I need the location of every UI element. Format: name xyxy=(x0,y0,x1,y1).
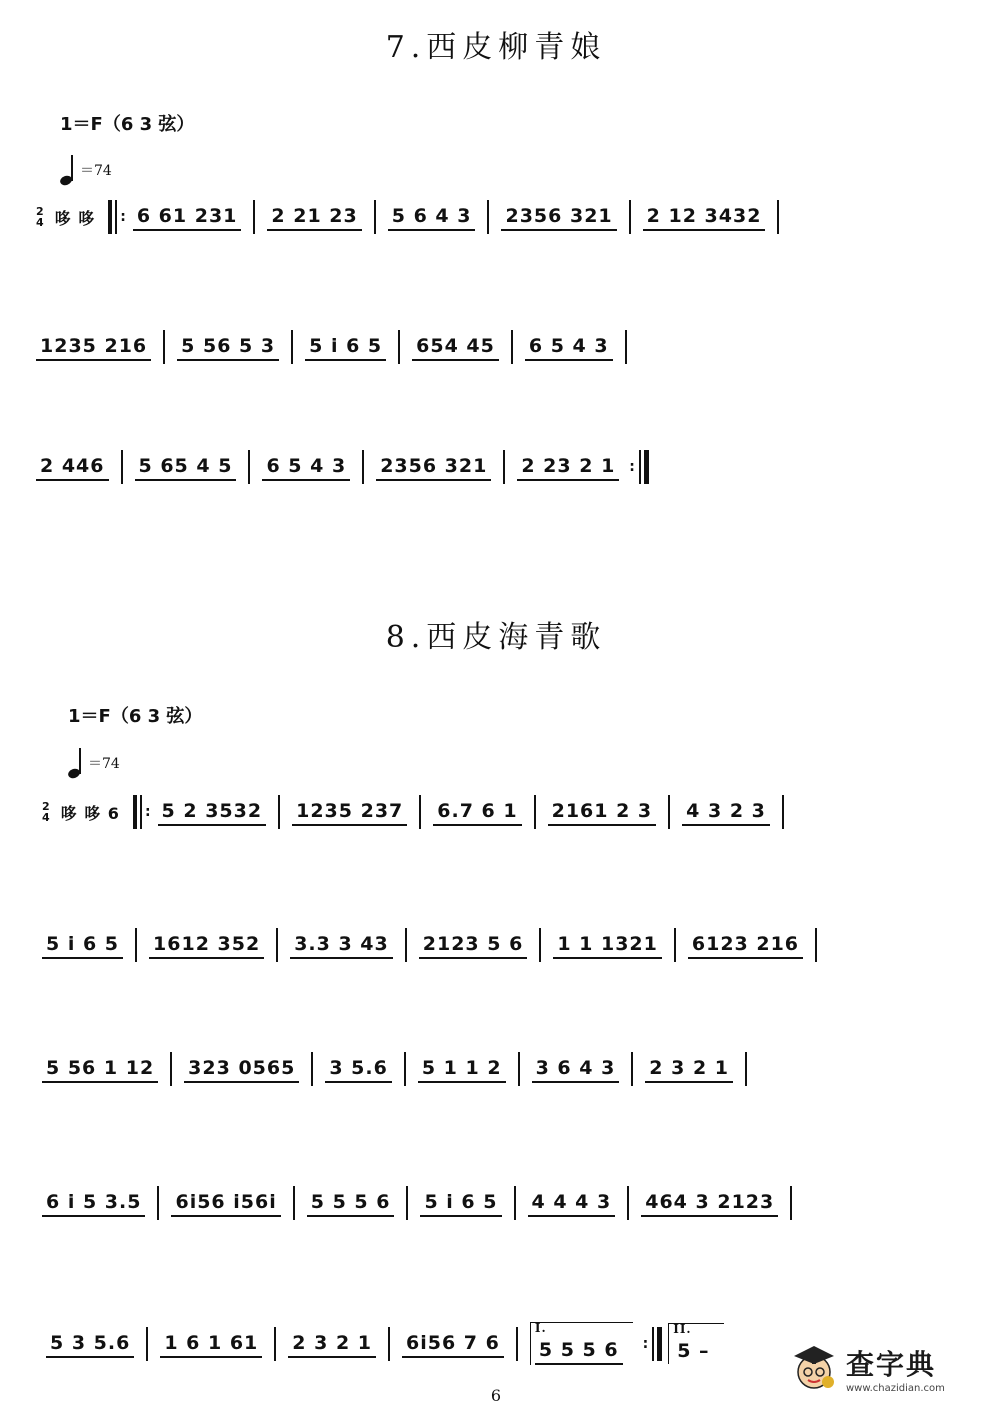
measure: 6.7 6 1 xyxy=(433,800,521,826)
staff-line xyxy=(42,795,796,829)
measure: 2123 5 6 xyxy=(419,933,528,959)
measure: 6 i 5 3.5 xyxy=(42,1191,145,1217)
measure: 5 1 1 2 xyxy=(418,1057,506,1083)
measure: 2 23 2 1 xyxy=(517,455,619,481)
barline xyxy=(388,1327,390,1361)
repeat-end-sign: : xyxy=(643,1327,663,1361)
barline xyxy=(511,330,513,364)
mascot-logo-icon xyxy=(788,1342,840,1394)
measure: 2161 2 3 xyxy=(548,800,657,826)
barline xyxy=(146,1327,148,1361)
watermark-title: 查字典 xyxy=(846,1347,937,1381)
measure: 323 0565 xyxy=(184,1057,299,1083)
pickup-words: 哆 哆 xyxy=(54,208,96,228)
quarter-note-icon xyxy=(60,155,74,185)
tempo-marking xyxy=(68,748,120,778)
second-ending: II. 5 – xyxy=(668,1323,723,1364)
piece-title: 8.西皮海青歌 xyxy=(385,620,607,655)
time-signature: 2 4 xyxy=(36,205,45,229)
barline xyxy=(627,1186,629,1220)
barline xyxy=(276,928,278,962)
measure: 1235 237 xyxy=(292,800,407,826)
measure: 2 12 3432 xyxy=(643,205,766,231)
measure: 5 i 6 5 xyxy=(42,933,123,959)
barline xyxy=(629,200,631,234)
measure: 2356 321 xyxy=(376,455,491,481)
measure: 2356 321 xyxy=(501,205,616,231)
tempo-marking xyxy=(60,155,112,185)
first-ending: I. 5 5 5 6 xyxy=(530,1322,633,1365)
piece-title: 7.西皮柳青娘 xyxy=(385,30,607,65)
barline xyxy=(516,1327,518,1361)
barline xyxy=(291,330,293,364)
measure: 4 3 2 3 xyxy=(682,800,770,826)
watermark-url: www.chazidian.com xyxy=(846,1382,945,1394)
key-signature: 1＝F（6 3 弦） xyxy=(68,706,203,727)
tempo-value: ＝74 xyxy=(88,756,120,772)
measure: 654 45 xyxy=(412,335,499,361)
line-prefix xyxy=(42,801,120,824)
measure: 5 6 4 3 xyxy=(388,205,476,231)
measure: 5 3 5.6 xyxy=(46,1332,134,1358)
barline xyxy=(253,200,255,234)
measure: 6 5 4 3 xyxy=(262,455,350,481)
barline xyxy=(777,200,779,234)
measure: 464 3 2123 xyxy=(641,1191,778,1217)
measure: 6i56 i56i xyxy=(171,1191,280,1217)
measure: 3.3 3 43 xyxy=(290,933,393,959)
measure: 5 i 6 5 xyxy=(420,1191,501,1217)
measure: 5 56 1 12 xyxy=(42,1057,158,1083)
measure: 5 2 3532 xyxy=(158,800,267,826)
barline xyxy=(503,450,505,484)
barline xyxy=(631,1052,633,1086)
measure: 1235 216 xyxy=(36,335,151,361)
barline xyxy=(745,1052,747,1086)
measure: 5 5 5 6 xyxy=(307,1191,395,1217)
barline xyxy=(398,330,400,364)
key-signature: 1＝F（6 3 弦） xyxy=(60,114,195,135)
quarter-note-icon xyxy=(68,748,82,778)
watermark xyxy=(788,1336,984,1400)
measure: 1 1 1321 xyxy=(553,933,662,959)
repeat-start-sign: : xyxy=(105,200,127,234)
barline xyxy=(121,450,123,484)
measure: 4 4 4 3 xyxy=(528,1191,616,1217)
barline xyxy=(374,200,376,234)
barline xyxy=(406,1186,408,1220)
barline xyxy=(135,928,137,962)
barline xyxy=(539,928,541,962)
barline xyxy=(674,928,676,962)
barline xyxy=(362,450,364,484)
staff-line xyxy=(36,200,791,234)
staff-line xyxy=(42,1186,804,1220)
measure: 6 61 231 xyxy=(133,205,242,231)
measure: 5 5 5 6 xyxy=(535,1339,623,1365)
barline xyxy=(404,1052,406,1086)
staff-line xyxy=(36,450,649,484)
staff-line xyxy=(42,928,829,962)
barline xyxy=(815,928,817,962)
barline xyxy=(311,1052,313,1086)
barline xyxy=(487,200,489,234)
tempo-value: ＝74 xyxy=(80,163,112,179)
measure: 2 3 2 1 xyxy=(288,1332,376,1358)
barline xyxy=(274,1327,276,1361)
measure: 6 5 4 3 xyxy=(525,335,613,361)
barline xyxy=(157,1186,159,1220)
measure: 5 i 6 5 xyxy=(305,335,386,361)
barline xyxy=(170,1052,172,1086)
measure: 2 21 23 xyxy=(267,205,361,231)
barline xyxy=(405,928,407,962)
barline xyxy=(625,330,627,364)
measure: 1612 352 xyxy=(149,933,264,959)
measure: 5 65 4 5 xyxy=(135,455,237,481)
barline xyxy=(782,795,784,829)
measure: 3 6 4 3 xyxy=(532,1057,620,1083)
measure: 3 5.6 xyxy=(325,1057,392,1083)
measure: 1 6 1 61 xyxy=(160,1332,262,1358)
barline xyxy=(248,450,250,484)
barline xyxy=(293,1186,295,1220)
repeat-start-sign: : xyxy=(130,795,152,829)
measure: 5 56 5 3 xyxy=(177,335,279,361)
line-prefix xyxy=(36,206,95,229)
staff-line xyxy=(36,330,639,364)
staff-line xyxy=(46,1322,724,1365)
pickup-words: 哆 哆 6 xyxy=(60,803,120,823)
barline xyxy=(668,795,670,829)
measure: 2 3 2 1 xyxy=(645,1057,733,1083)
barline xyxy=(514,1186,516,1220)
barline xyxy=(518,1052,520,1086)
barline xyxy=(278,795,280,829)
measure: 5 – xyxy=(677,1340,710,1362)
barline xyxy=(534,795,536,829)
measure: 6i56 7 6 xyxy=(402,1332,504,1358)
barline xyxy=(790,1186,792,1220)
barline xyxy=(163,330,165,364)
measure: 6123 216 xyxy=(688,933,803,959)
measure: 2 446 xyxy=(36,455,109,481)
staff-line xyxy=(42,1052,759,1086)
time-signature: 2 4 xyxy=(42,800,51,824)
repeat-end-sign: : xyxy=(629,450,649,484)
page-number: 6 xyxy=(490,1386,502,1405)
barline xyxy=(419,795,421,829)
